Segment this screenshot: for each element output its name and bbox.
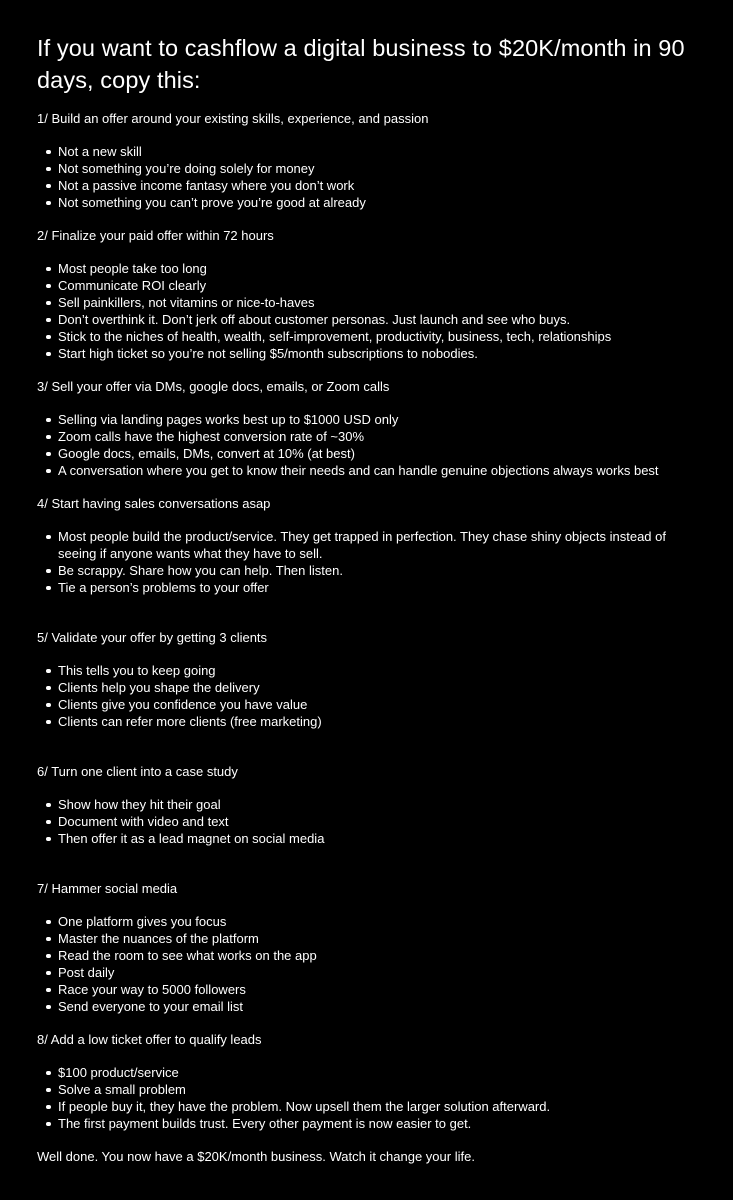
section-heading: 8/ Add a low ticket offer to qualify leads [37,1032,262,1047]
list-item: Communicate ROI clearly [37,277,697,294]
list-item: Tie a person’s problems to your offer [37,579,697,596]
list-item: Post daily [37,964,697,981]
list-item: One platform gives you focus [37,913,697,930]
list-item: Not a new skill [37,143,697,160]
section-5 [37,629,697,730]
section-heading: 2/ Finalize your paid offer within 72 hours [37,228,274,243]
list-item: Show how they hit their goal [37,796,697,813]
bullet-list [37,143,697,211]
list-item: Don’t overthink it. Don’t jerk off about customer personas. Just launch and see who buys. [37,311,697,328]
section-heading: 1/ Build an offer around your existing skills, experience, and passion [37,111,429,126]
bullet-list [37,662,697,730]
list-item: Then offer it as a lead magnet on social media [37,830,697,847]
list-item: Most people build the product/service. They get trapped in perfection. They chase shiny objects instead of seeing if anyone wants what they have to sell. [37,528,697,562]
section-heading: 4/ Start having sales conversations asap [37,496,271,511]
section-4 [37,495,697,596]
bullet-list [37,411,697,479]
section-1 [37,110,697,211]
section-heading: 3/ Sell your offer via DMs, google docs, emails, or Zoom calls [37,379,390,394]
section-heading: 7/ Hammer social media [37,881,178,896]
list-item: Clients can refer more clients (free marketing) [37,713,697,730]
section-6 [37,763,697,847]
list-item: Read the room to see what works on the app [37,947,697,964]
bullet-list [37,1064,697,1132]
section-2 [37,227,697,362]
list-item: Stick to the niches of health, wealth, self-improvement, productivity, business, tech, relationships [37,328,697,345]
section-7 [37,880,697,1015]
section-3 [37,378,697,479]
list-item: Send everyone to your email list [37,998,697,1015]
list-item: Not something you can’t prove you’re good at already [37,194,697,211]
list-item: Selling via landing pages works best up to $1000 USD only [37,411,697,428]
list-item: Master the nuances of the platform [37,930,697,947]
list-item: Most people take too long [37,260,697,277]
list-item: This tells you to keep going [37,662,697,679]
bullet-list [37,528,697,596]
list-item: Solve a small problem [37,1081,697,1098]
list-item: Be scrappy. Share how you can help. Then listen. [37,562,697,579]
section-8 [37,1031,697,1132]
list-item: Sell painkillers, not vitamins or nice-to-haves [37,294,697,311]
bullet-list [37,796,697,847]
list-item: If people buy it, they have the problem. Now upsell them the larger solution afterward. [37,1098,697,1115]
list-item: Zoom calls have the highest conversion rate of ~30% [37,428,697,445]
section-heading: 5/ Validate your offer by getting 3 clients [37,630,268,645]
document [37,32,697,1165]
bullet-list [37,260,697,362]
list-item: Race your way to 5000 followers [37,981,697,998]
list-item: A conversation where you get to know their needs and can handle genuine objections always works best [37,462,697,479]
list-item: Not a passive income fantasy where you don’t work [37,177,697,194]
list-item: Document with video and text [37,813,697,830]
page-title: If you want to cashflow a digital business to $20K/month in 90 days, copy this: [37,35,685,93]
list-item: The first payment builds trust. Every other payment is now easier to get. [37,1115,697,1132]
list-item: Google docs, emails, DMs, convert at 10% (at best) [37,445,697,462]
list-item: Not something you’re doing solely for money [37,160,697,177]
list-item: Clients help you shape the delivery [37,679,697,696]
list-item: $100 product/service [37,1064,697,1081]
bullet-list [37,913,697,1015]
closing-line: Well done. You now have a $20K/month business. Watch it change your life. [37,1149,475,1164]
list-item: Start high ticket so you’re not selling $5/month subscriptions to nobodies. [37,345,697,362]
section-heading: 6/ Turn one client into a case study [37,764,238,779]
list-item: Clients give you confidence you have value [37,696,697,713]
